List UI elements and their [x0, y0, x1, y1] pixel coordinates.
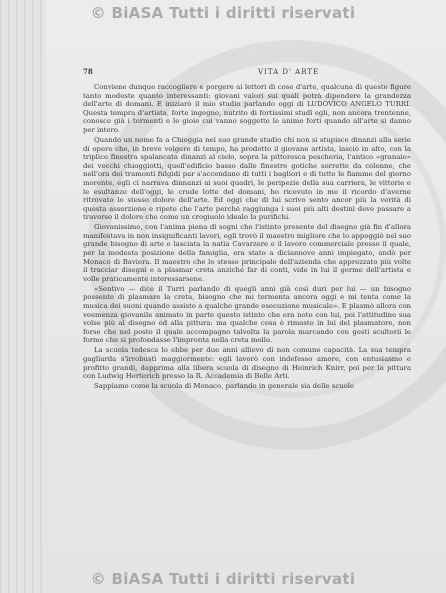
book-page-edges [0, 0, 46, 593]
paragraph: «Sentivo — dice il Turri parlando di quegli anni già così duri per lui — un bisogno possente di plasmare la creta, bisogno che mi tormenta ancora oggi e mi tenta come la musica dei suoni quando assisto a qualche grande esecuzione musicale». E plasmò allora con veemenza giovanile animato in parte questo istinto che era noto con lui, poi l'attitudine sua volse più al disegno ed alla pittura: ma qualche cosa è rimasto in lui del plasmatore, non forse che nel posto il quale accompagno talvolta la parola marcando con gesti scultorii le forme che si profondasse l'impronta nella creta molle. [83, 284, 411, 345]
paragraph: Giovanissimo, con l'anima piena di sogni che l'istinto presente del disegno già fin d'allora manifestava in non insignificanti lavori, egli trovò il maestro migliore che lo appoggiò nel suo grande bisogno di arte e lasciata la natìa Cavarzere e il lavoro commerciale presso il quale, per la modesta posizione della famiglia, era stato a diciannove anni impiegato, andò per Monaco di Baviera. Il maestro che lo stesso principale dell'azienda che apprezzato più volte il tracciar disegni e a plasmar creta anziché far di conti, vide in lui il germe dell'artista e volle praticamente interessarsene. [83, 223, 411, 283]
page-header [83, 67, 413, 79]
copyright-watermark-bottom: © BiASA Tutti i diritti riservati [90, 570, 356, 588]
paragraph: Quando un nome fa a Chioggia nel suo grande studio chi non si stupisce dinanzi alla serie di opere che, in breve volgere di tempo, ha prodotto il giovane artista, lasciò in alto, con la triplice finestra spalancata dinanzi al cielo, sopra la pittoresca pescheria, l'antico «granaio» dei vecchi chioggiotti, quell'edificio basso dalle finestre gotiche sorrette da colonne, che nell'ora dei tramonti fulgidi par s'accendano di tutti i bagliori e di tutte le fiamme del giorno morente, egli ci narrava dinnanzi ai suoi quadri, le peripezie della sua carriera, le vittorie e le esultanze dell'oggi, le crude lotte del domani, ho ricevuto in me il ricordo d'averne ritrovato lo stesso dolore dell'arte. Ed oggi che di lui scrivo sento ancor più la verità di questa asserzione e ripeto che l'arte perché raggiunga i suoi più alti destini deve passare a traverso il dolore che come un crogiuolo idealo la purifichi. [83, 135, 411, 222]
article-body [83, 83, 411, 392]
page-number: 78 [83, 67, 93, 76]
paragraph: La scuola tedesca lo ebbe per due anni allievo di non comune capacità. La sua tempra gagliarda s'irrobustì maggiormente: egli lavorò con indefesso amore, con entusiasmo e profitto grandi, dapprima alla libera scuola di disegno di Heinrich Knirr, poi per la pittura con Ludwig Herterich presso la R. Accademia di Belle Arti. [83, 346, 411, 381]
paragraph: Conviene dunque raccogliere e porgere ai lettori di cose d'arte, qualcuna di queste figure tanto modeste quanto interessanti: giovani valori sui quali potrà dipendere la grandezza dell'arte di domani. E iniziarò il mio studio parlando oggi di LUDOVICO ANGELO TURRI. Questa tempra d'artista, forte ingegno, nutrito di fortissimi studî egli, non ancora trentenne, conosce già i tormenti e le gioie cui vanno soggette le anime forti quando all'arte si danno per intero. [83, 83, 411, 134]
paragraph: Sappiamo come la scuola di Monaco, parlando in generale sia delle scuole [94, 382, 355, 391]
copyright-watermark-top: © BiASA Tutti i diritti riservati [90, 4, 356, 22]
running-head: VITA D' ARTE [258, 68, 320, 76]
